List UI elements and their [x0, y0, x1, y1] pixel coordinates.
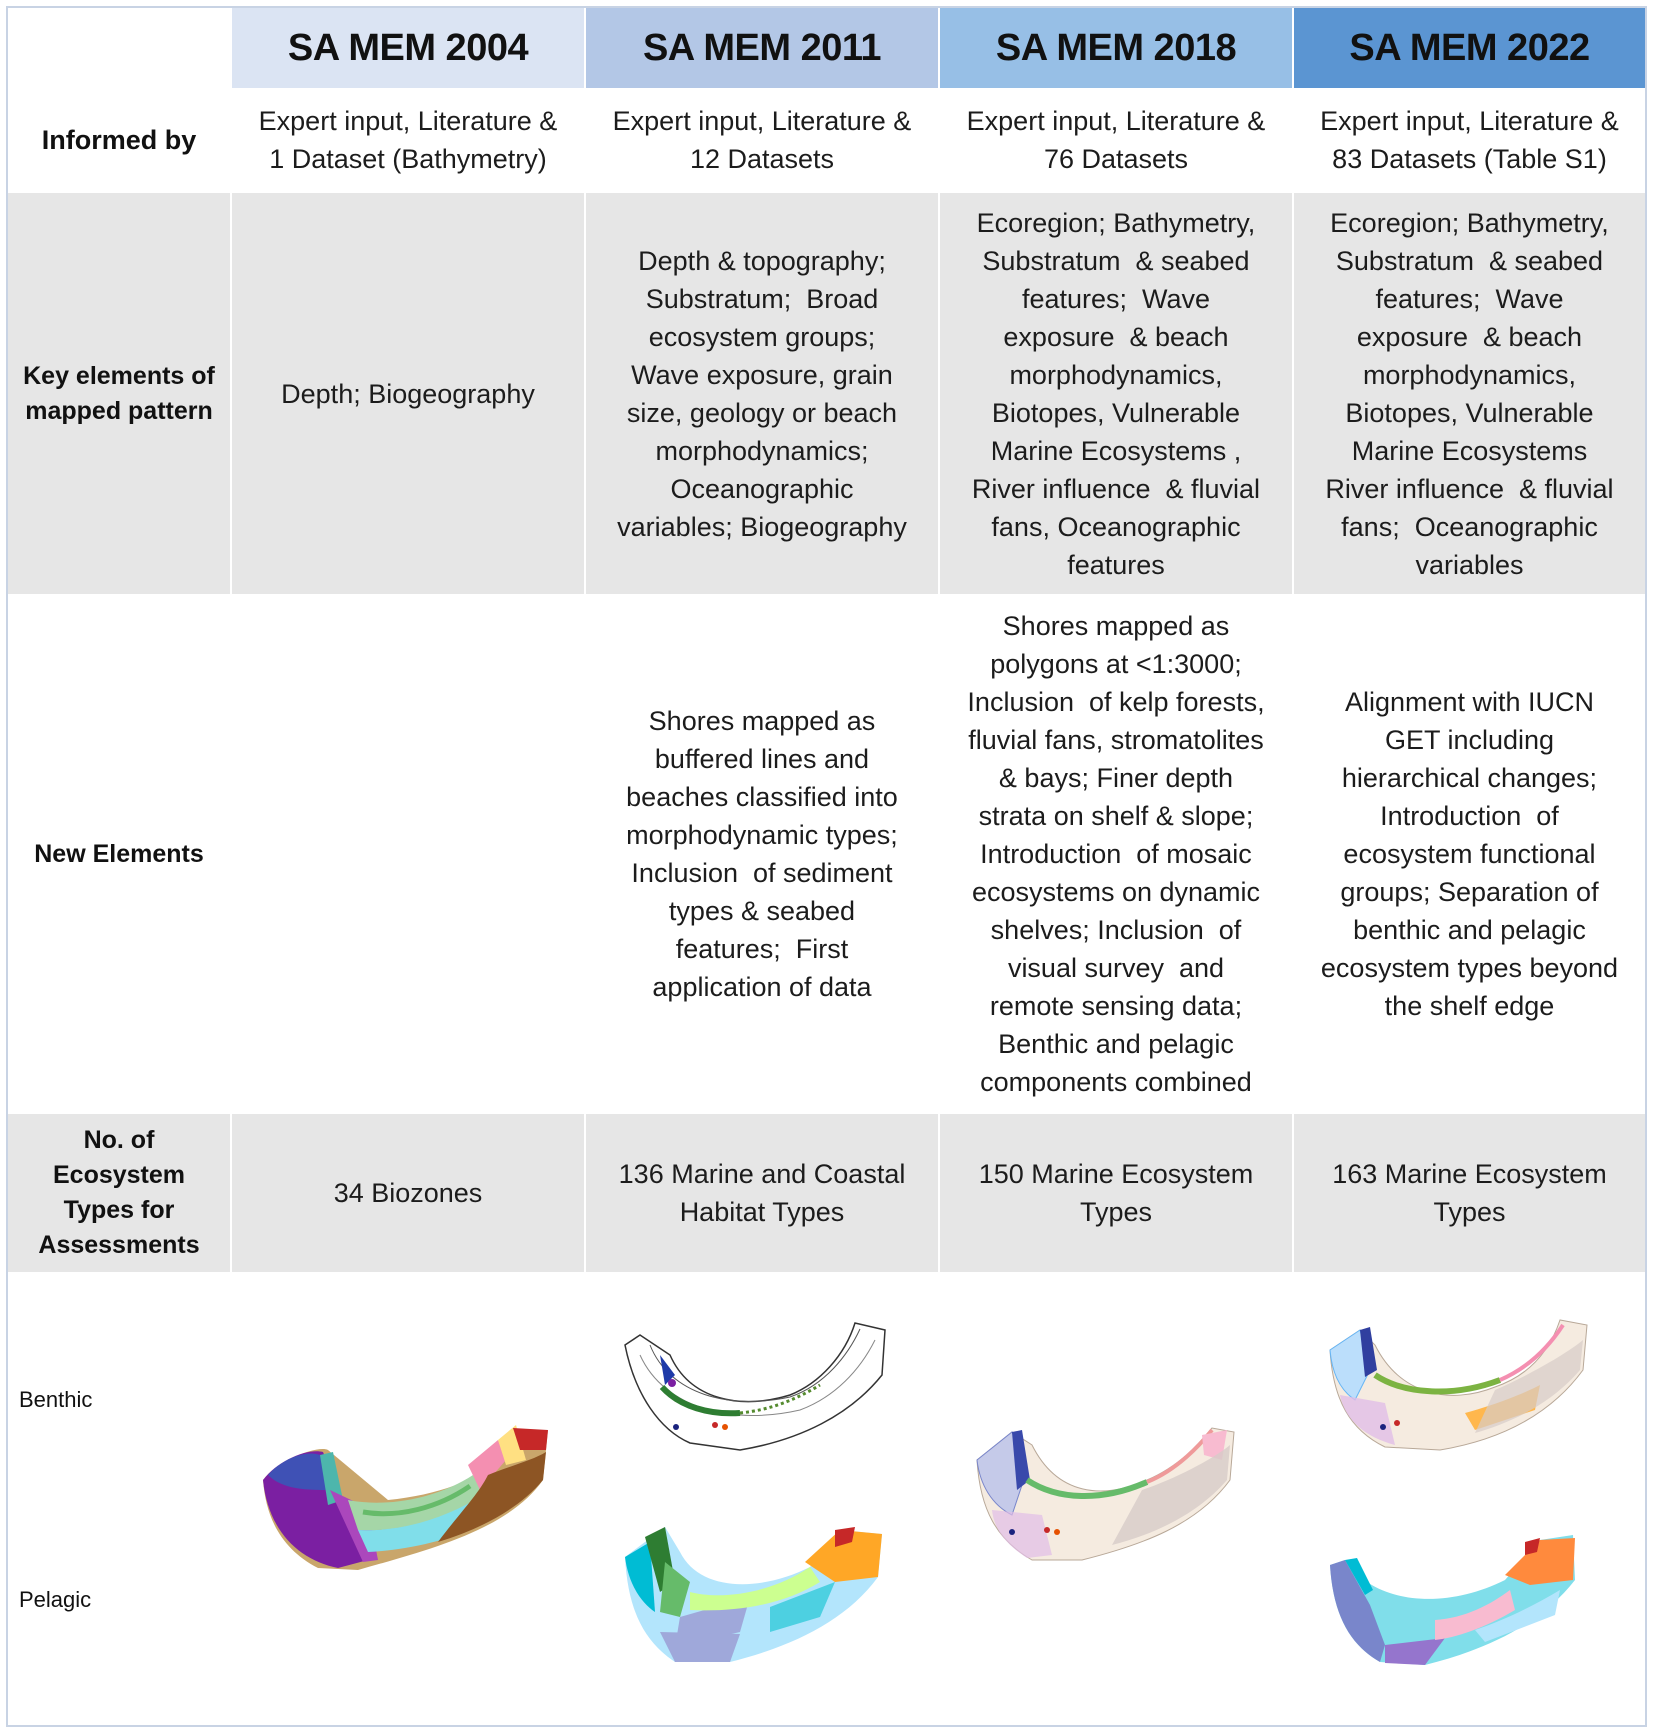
- header-2018: SA MEM 2018: [940, 8, 1292, 88]
- text-line: buffered lines and: [654, 744, 870, 774]
- text-line: ecosystem groups;: [648, 321, 876, 352]
- count-2018: [940, 1114, 1292, 1272]
- benthic-label: Benthic: [19, 1387, 93, 1412]
- cell-text: [38, 1123, 199, 1263]
- text-line: 136 Marine and Coastal: [618, 1159, 906, 1189]
- text-line: GET including: [1384, 725, 1555, 755]
- text-line: Ecosystem: [52, 1161, 186, 1189]
- text-line: Introduction of mosaic: [980, 839, 1252, 869]
- text-line: ecosystems on dynamic: [971, 877, 1261, 907]
- cell-text: [617, 242, 907, 546]
- text-line: & bays; Finer depth: [998, 763, 1234, 793]
- pelagic-label: Pelagic: [19, 1587, 92, 1612]
- cell-text: [281, 375, 535, 413]
- text-line: exposure & beach: [1003, 321, 1229, 352]
- key-2018: [940, 193, 1292, 594]
- text-line: 12 Datasets: [689, 144, 835, 174]
- text-line: Depth & topography;: [638, 245, 886, 276]
- text-line: visual survey and: [1007, 953, 1225, 983]
- cell-text: [619, 1155, 906, 1231]
- text-line: shelves; Inclusion of: [990, 915, 1242, 945]
- text-line: Substratum; Broad: [645, 283, 879, 314]
- text-line: Types: [1433, 1197, 1506, 1227]
- text-line: Inclusion of sediment: [631, 858, 893, 888]
- cell-text: [967, 607, 1264, 1101]
- text-line: 83 Datasets (Table S1): [1332, 144, 1607, 174]
- informed-2022: [1294, 88, 1645, 192]
- text-line: features; First: [675, 934, 849, 964]
- text-line: exposure & beach: [1356, 321, 1583, 352]
- text-line: Ecoregion; Bathymetry,: [976, 207, 1256, 238]
- cell-text: [979, 1155, 1254, 1231]
- map-2004-combined: [258, 1420, 548, 1580]
- text-line: strata on shelf & slope;: [978, 801, 1254, 831]
- text-line: 1 Dataset (Bathymetry): [269, 144, 547, 174]
- map-2022-pelagic: [1325, 1530, 1590, 1670]
- text-line: Introduction of: [1380, 801, 1559, 831]
- row-label-new-elements: New Elements: [34, 839, 204, 868]
- text-line: Habitat Types: [679, 1197, 845, 1227]
- text-line: Substratum & seabed: [1335, 245, 1604, 276]
- text-line: ecosystem types beyond: [1320, 953, 1619, 983]
- header-2004: SA MEM 2004: [232, 8, 584, 88]
- text-line: Marine Ecosystems ,: [990, 435, 1242, 466]
- cell-text: [613, 102, 912, 178]
- row-label-count: [8, 1114, 230, 1272]
- text-line: 163 Marine Ecosystem: [1332, 1159, 1607, 1189]
- text-line: variables: [1415, 549, 1524, 580]
- count-2004: [232, 1114, 584, 1272]
- text-line: Expert input, Literature &: [1320, 106, 1619, 136]
- map-2022-benthic: [1325, 1315, 1590, 1455]
- text-line: Expert input, Literature &: [258, 106, 558, 136]
- text-line: Types: [1079, 1197, 1153, 1227]
- text-line: Types for: [63, 1196, 175, 1224]
- text-line: morphodynamics,: [1009, 359, 1223, 390]
- text-line: Inclusion of kelp forests,: [967, 687, 1265, 717]
- text-line: Depth; Biogeography: [281, 378, 535, 409]
- new-2018: [940, 594, 1292, 1114]
- map-2011-benthic: [620, 1315, 885, 1455]
- text-line: Shores mapped as: [1002, 611, 1230, 641]
- text-line: morphodynamics,: [1362, 359, 1577, 390]
- cell-text: [1332, 1155, 1607, 1231]
- cell-text: [1321, 683, 1618, 1025]
- text-line: Expert input, Literature &: [966, 106, 1266, 136]
- text-line: Shores mapped as: [648, 706, 876, 736]
- text-line: Oceanographic: [670, 473, 854, 504]
- text-line: hierarchical changes;: [1341, 763, 1598, 793]
- text-line: Assessments: [38, 1231, 200, 1259]
- count-2011: [586, 1114, 938, 1272]
- text-line: Key elements of: [23, 361, 215, 390]
- column-divider: [584, 88, 586, 1272]
- count-2022: [1294, 1114, 1645, 1272]
- header-2011: SA MEM 2011: [586, 8, 938, 88]
- text-line: 150 Marine Ecosystem: [978, 1159, 1254, 1189]
- text-line: features; Wave: [1375, 283, 1564, 314]
- key-2022: [1294, 193, 1645, 594]
- key-2011: [586, 193, 938, 594]
- text-line: polygons at <1:3000;: [990, 649, 1242, 679]
- text-line: fans; Oceanographic: [1341, 511, 1598, 542]
- text-line: Alignment with IUCN: [1344, 687, 1595, 717]
- text-line: types & seabed: [668, 896, 856, 926]
- row-label-key-elements: [8, 193, 230, 594]
- text-line: Wave exposure, grain: [631, 359, 893, 390]
- text-line: beaches classified into: [626, 782, 898, 812]
- text-line: the shelf edge: [1384, 991, 1555, 1021]
- text-line: components combined: [980, 1067, 1252, 1097]
- text-line: 34 Biozones: [333, 1178, 483, 1208]
- text-line: Benthic and pelagic: [998, 1029, 1234, 1059]
- header-2022: SA MEM 2022: [1294, 8, 1645, 88]
- text-line: features: [1067, 549, 1165, 580]
- cell-text: [23, 359, 215, 429]
- text-line: morphodynamic types;: [626, 820, 898, 850]
- text-line: Biotopes, Vulnerable: [991, 397, 1241, 428]
- text-line: No. of: [83, 1126, 155, 1154]
- new-2022: [1294, 594, 1645, 1114]
- key-2004: [232, 193, 584, 594]
- informed-2011: [586, 88, 938, 192]
- text-line: River influence & fluvial: [971, 473, 1261, 504]
- new-2011: [586, 594, 938, 1114]
- text-line: fans, Oceanographic: [991, 511, 1241, 542]
- informed-2004: [232, 88, 584, 192]
- cell-text: [967, 102, 1266, 178]
- text-line: River influence & fluvial: [1325, 473, 1614, 504]
- text-line: remote sensing data;: [989, 991, 1243, 1021]
- cell-text: [1320, 102, 1619, 178]
- cell-text: [626, 702, 898, 1006]
- cell-text: [972, 204, 1260, 584]
- text-line: Ecoregion; Bathymetry,: [1330, 207, 1609, 238]
- text-line: 76 Datasets: [1043, 144, 1189, 174]
- row-label-informed-by: Informed by: [41, 124, 197, 155]
- text-line: groups; Separation of: [1340, 877, 1599, 907]
- text-line: Marine Ecosystems: [1351, 435, 1588, 466]
- text-line: benthic and pelagic: [1353, 915, 1586, 945]
- map-2018-combined: [972, 1420, 1237, 1570]
- text-line: ecosystem functional: [1343, 839, 1596, 869]
- text-line: Biotopes, Vulnerable: [1345, 397, 1594, 428]
- text-line: features; Wave: [1021, 283, 1211, 314]
- map-2011-pelagic: [620, 1522, 885, 1667]
- text-line: morphodynamics;: [655, 435, 869, 466]
- column-divider: [230, 88, 232, 1272]
- cell-text: [1325, 204, 1613, 584]
- text-line: variables; Biogeography: [617, 511, 907, 542]
- informed-2018: [940, 88, 1292, 192]
- column-divider: [1292, 88, 1294, 1272]
- text-line: mapped pattern: [25, 396, 213, 425]
- cell-text: [334, 1174, 483, 1212]
- cell-text: [259, 102, 558, 178]
- text-line: Substratum & seabed: [982, 245, 1250, 276]
- text-line: Expert input, Literature &: [612, 106, 912, 136]
- new-2004: [232, 594, 584, 1114]
- text-line: size, geology or beach: [626, 397, 898, 428]
- text-line: application of data: [652, 972, 872, 1002]
- text-line: fluvial fans, stromatolites: [968, 725, 1264, 755]
- column-divider: [938, 88, 940, 1272]
